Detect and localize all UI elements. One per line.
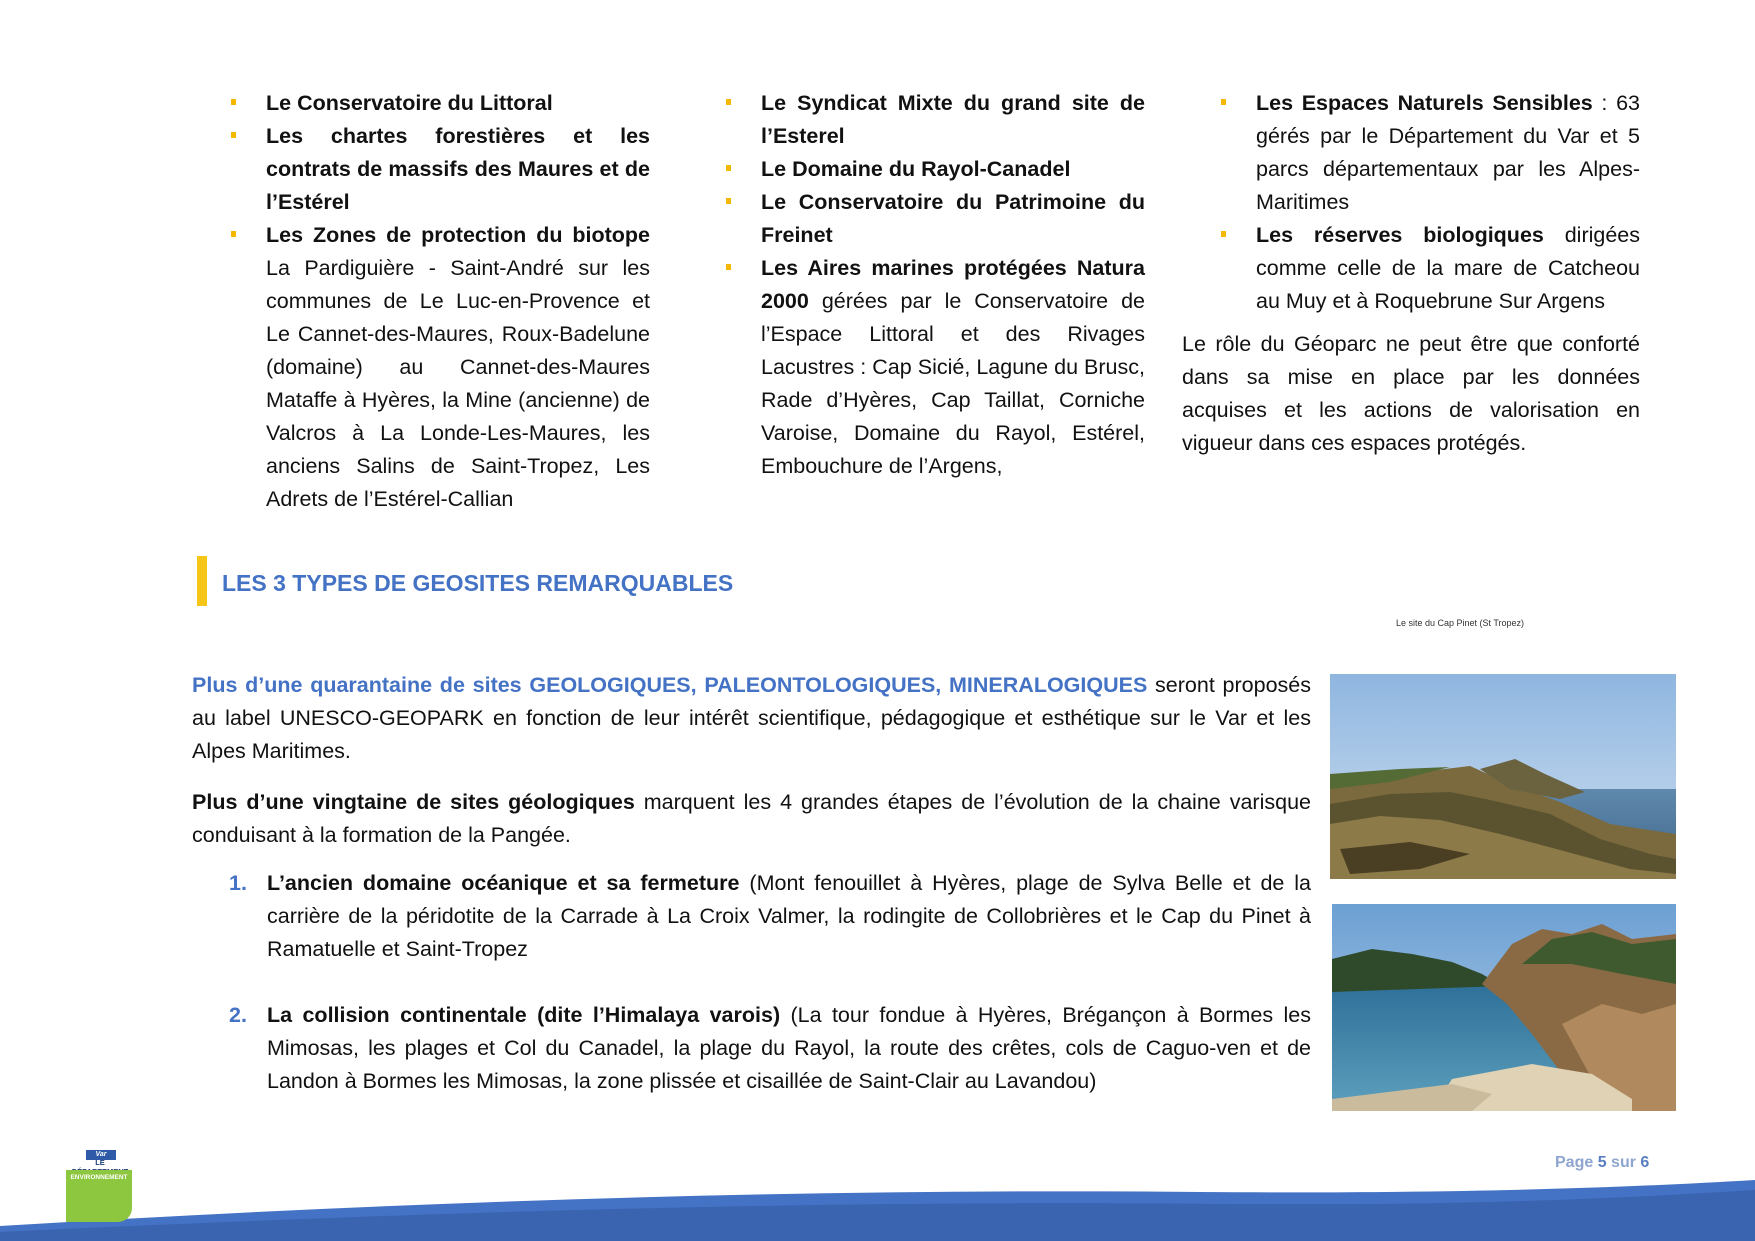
list-item <box>226 87 650 120</box>
list-item <box>721 186 1145 252</box>
item-bold: Les Zones de protection du biotope <box>266 223 650 247</box>
bold-text: Plus d’une vingtaine de sites géologiques <box>192 790 635 814</box>
page-prefix: Page <box>1555 1154 1598 1171</box>
item-text: La Pardiguière - Saint-André sur les communes de Le Luc-en-Provence et Le Cannet-des-Maures, Roux-Badelune (domaine) au Cannet-des-Maures Mataffe à Hyères, la Mine (ancienne) de Valcros à La Londe-Les-Maures, les anciens Salins de Saint-Tropez, Les Adrets de l’Estérel-Callian <box>266 256 650 511</box>
page-total: 6 <box>1640 1154 1650 1171</box>
column-3 <box>1182 87 1640 460</box>
bullet-list <box>226 87 650 516</box>
item-bold: Les Espaces Naturels Sensibles <box>1256 91 1593 115</box>
logo-badge: Var <box>86 1150 116 1160</box>
page-number <box>1555 1154 1649 1172</box>
bullet-list <box>721 87 1145 483</box>
item-bold: La collision continentale (dite l’Himalaya varois) <box>267 1003 781 1027</box>
item-number: 1. <box>229 871 247 895</box>
paragraph-text: seront proposés au label UNESCO-GEOPARK en fonction de leur intérêt scientifique, pédagogique et esthétique sur le Var et les Alpes Maritimes. <box>192 673 1311 763</box>
list-item <box>1216 219 1640 318</box>
item-text: (Mont fenouillet à Hyères, plage de Sylva Belle et de la carrière de la péridotite de la Carrade à La Croix Valmer, la rodingite de Collobrières et le Cap du Pinet à Ramatuelle et Saint-Tropez <box>267 871 1312 961</box>
item-bold: Le Syndicat Mixte du grand site de l’Esterel <box>761 91 1145 148</box>
list-item <box>1216 87 1640 219</box>
item-bold: Le Domaine du Rayol-Canadel <box>761 157 1071 181</box>
item-text: : 63 gérés par le Département du Var et 5 parcs départementaux par les Alpes-Maritimes <box>1256 91 1640 214</box>
photo-caption: Le site du Cap Pinet (St Tropez) <box>1395 618 1525 628</box>
section-heading: LES 3 TYPES DE GEOSITES REMARQUABLES <box>222 570 734 596</box>
item-bold: Les Aires marines protégées Natura 2000 <box>761 256 1145 313</box>
page-current: 5 <box>1597 1154 1607 1171</box>
item-bold: Les réserves biologiques <box>1256 223 1544 247</box>
page-separator: sur <box>1606 1154 1641 1171</box>
item-bold: L’ancien domaine océanique et sa fermeture <box>267 871 740 895</box>
footer-wave <box>0 1180 1755 1241</box>
logo-env-label: ENVIRONNEMENT <box>70 1174 128 1181</box>
item-bold: Le Conservatoire du Littoral <box>266 91 553 115</box>
column-1 <box>226 87 650 516</box>
department-logo <box>66 1150 134 1222</box>
coast-rocks-image <box>1330 674 1676 879</box>
coast-photo-2 <box>1332 904 1676 1111</box>
column-2 <box>721 87 1145 483</box>
geoparc-paragraph: Le rôle du Géoparc ne peut être que conforté dans sa mise en place par les données acquises et les actions de valorisation en vigueur dans ces espaces protégés. <box>1182 332 1640 455</box>
list-item <box>226 219 650 516</box>
coast-photo-1 <box>1330 674 1676 879</box>
numbered-item-2 <box>192 999 1311 1098</box>
list-item <box>721 87 1145 153</box>
beach-cove-image <box>1332 904 1676 1111</box>
item-text: (La tour fondue à Hyères, Brégançon à Bormes les Mimosas, les plages et Col du Canadel, la plage du Rayol, la route des crêtes, cols de Caguo-ven et de Landon à Bormes les Mimosas, la zone plissée et cisaillée de Saint-Clair au Lavandou) <box>267 1003 1311 1093</box>
item-number: 2. <box>229 1003 247 1027</box>
bullet-list <box>1216 87 1640 318</box>
item-text: gérées par le Conservatoire de l’Espace Littoral et des Rivages Lacustres : Cap Sicié, Lagune du Brusc, Rade d’Hyères, Cap Taillat, Corniche Varoise, Domaine du Rayol, Estérel, Embouchure de l’Argens, <box>761 289 1145 478</box>
list-item <box>721 153 1145 186</box>
heading-accent-bar <box>197 556 207 606</box>
item-bold: Les chartes forestières et les contrats de massifs des Maures et de l’Estérel <box>266 124 650 214</box>
intro-paragraph <box>192 669 1311 768</box>
geosites-paragraph <box>192 786 1311 852</box>
logo-label: LE <box>95 1158 105 1167</box>
numbered-item-1 <box>192 867 1311 966</box>
item-bold: Le Conservatoire du Patrimoine du Freinet <box>761 190 1145 247</box>
list-item <box>226 120 650 219</box>
highlight-text: Plus d’une quarantaine de sites GEOLOGIQUES, PALEONTOLOGIQUES, MINERALOGIQUES <box>192 673 1148 697</box>
list-item <box>721 252 1145 483</box>
paragraph-text: marquent les 4 grandes étapes de l’évolution de la chaine varisque conduisant à la formation de la Pangée. <box>192 790 1311 847</box>
item-text: dirigées comme celle de la mare de Catcheou au Muy et à Roquebrune Sur Argens <box>1256 223 1640 313</box>
